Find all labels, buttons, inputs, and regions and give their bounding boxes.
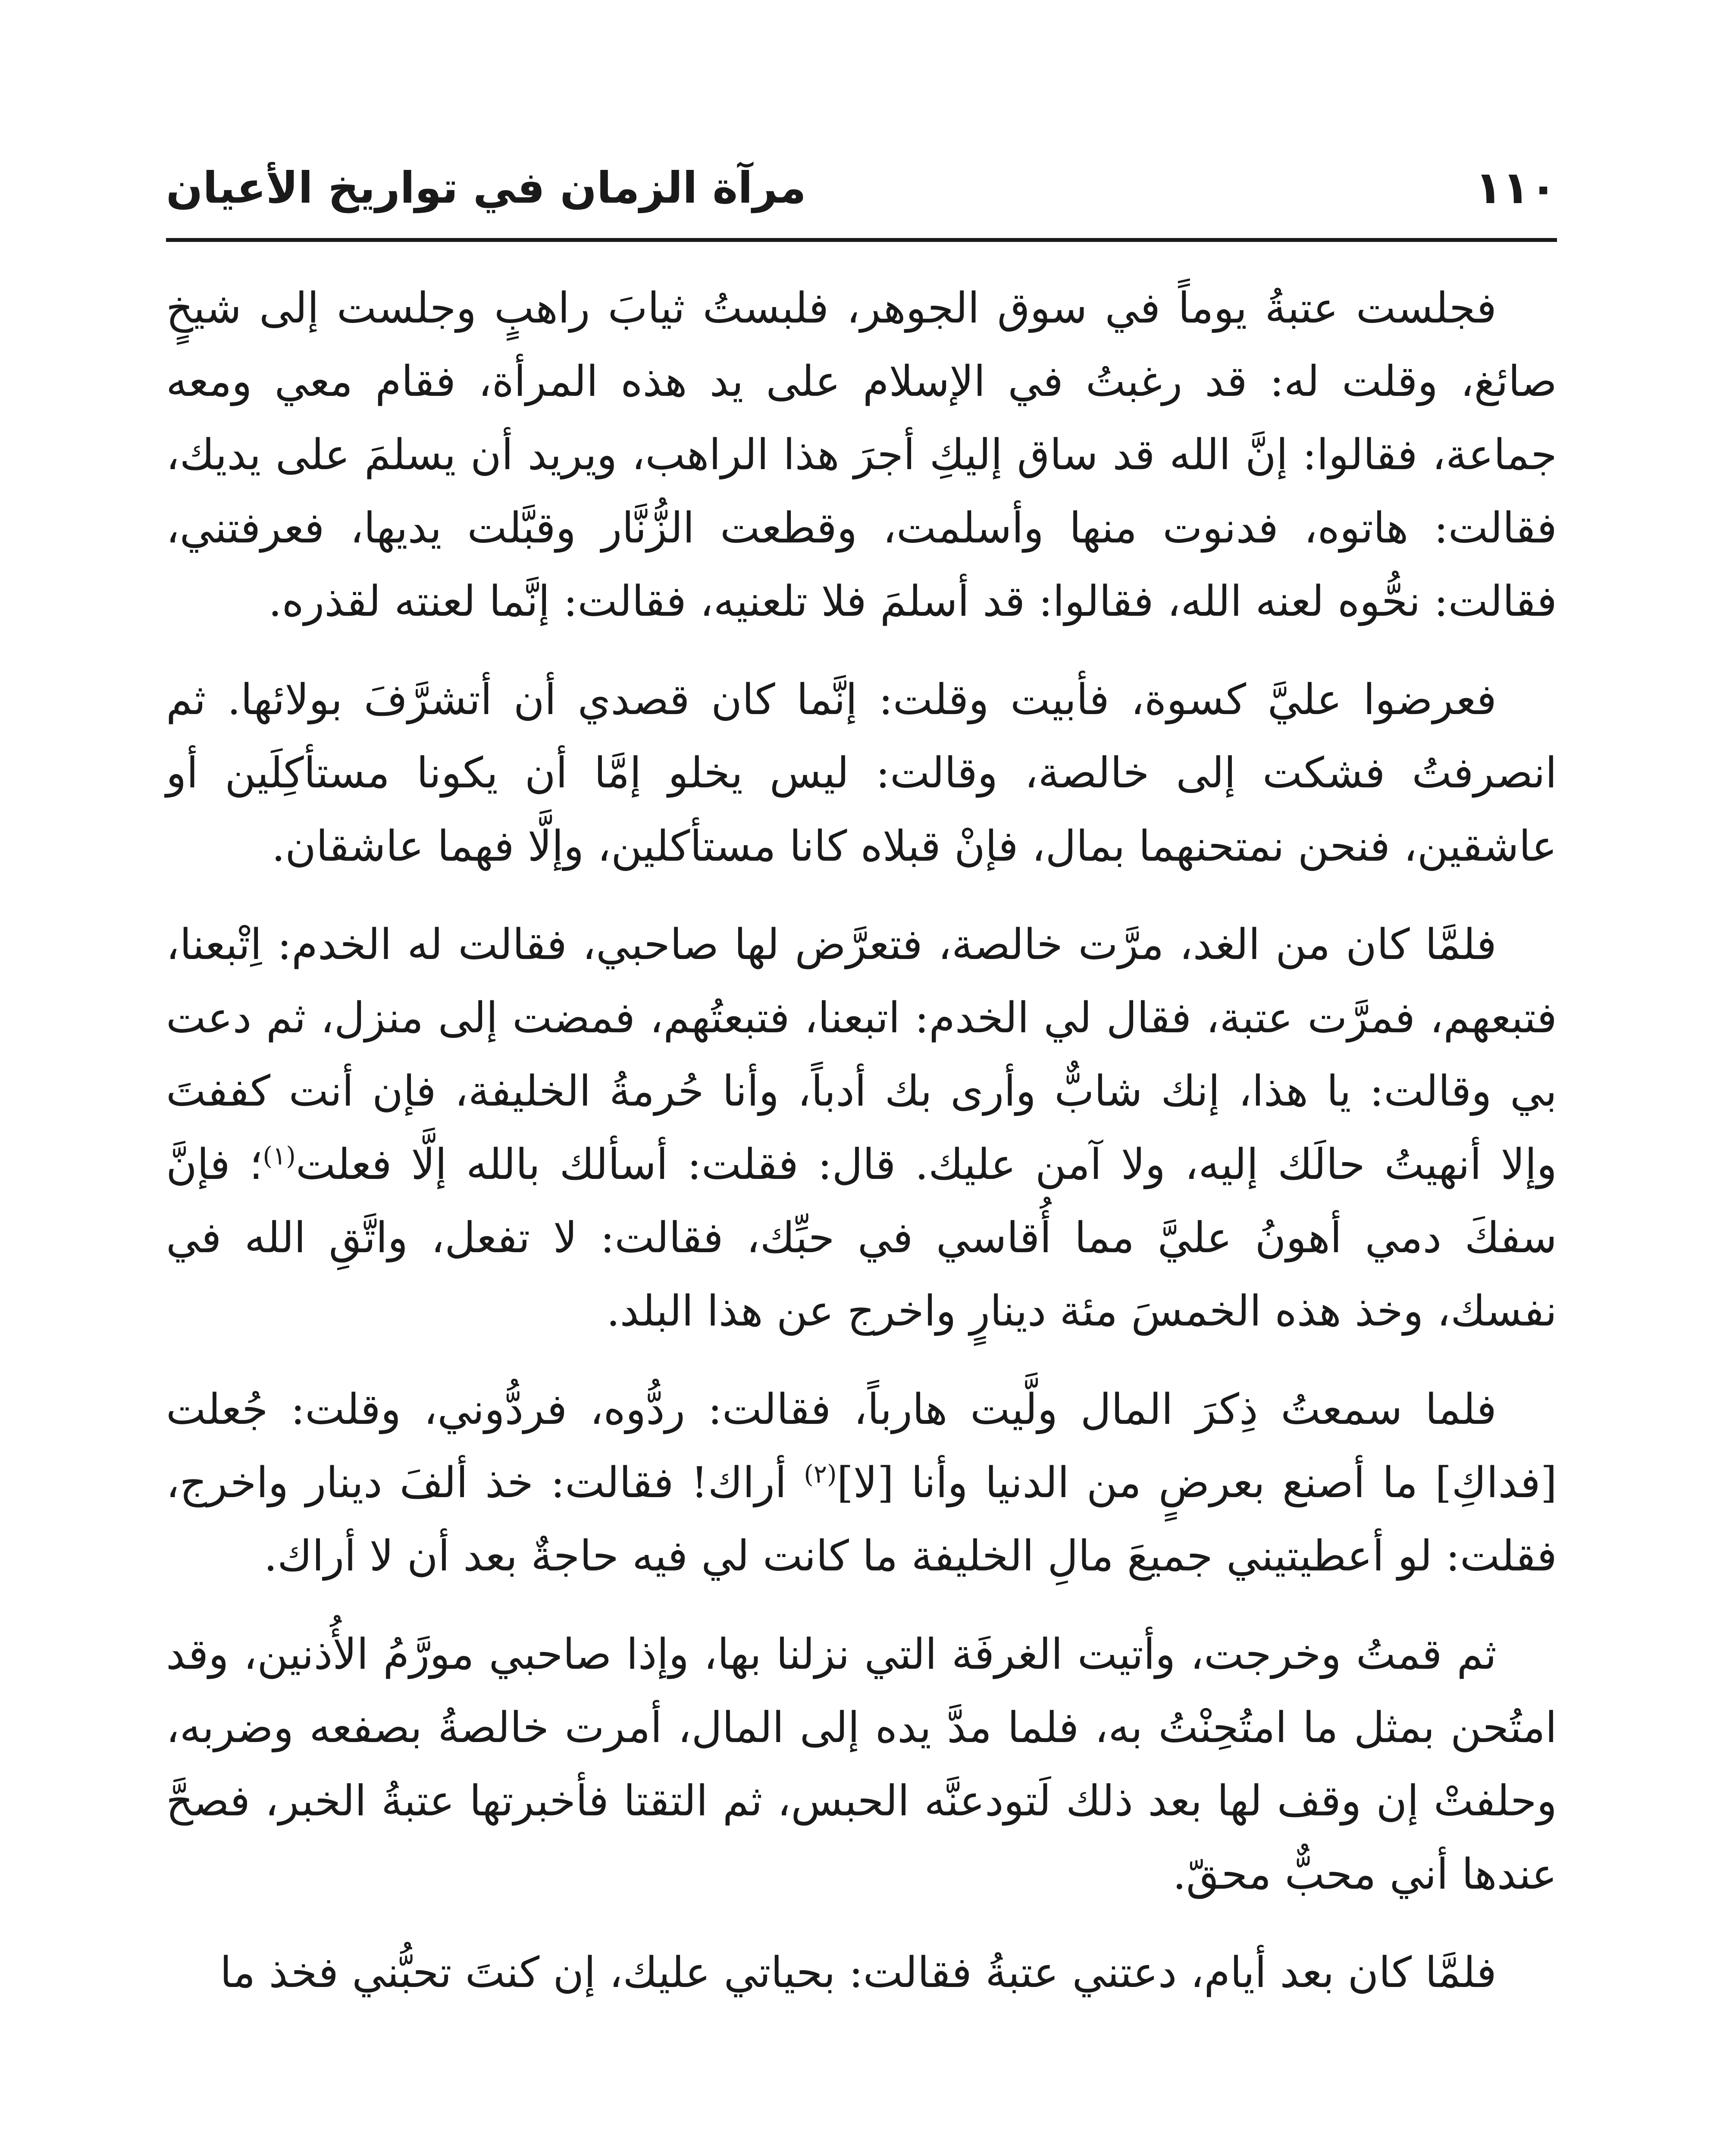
paragraph xyxy=(166,272,1557,638)
paragraph-text: فعرضوا عليَّ كسوة، فأبيت وقلت: إنَّما كان قصدي أن أتشرَّفَ بولائها. ثم انصرفتُ فشكت إلى خالصة، وقالت: ليس يخلو إمَّا أن يكونا مستأكِلَين أو عاشقين، فنحن نمتحنهما بمال، فإنْ قبلاه كانا مستأكلين، وإلَّا فهما عاشقان. xyxy=(166,675,1557,871)
paragraph-text: ؛ فإنَّ سفكَ دمي أهونُ عليَّ مما أُقاسي في حبِّك، فقالت: لا تفعل، واتَّقِ الله في نفسك، وخذ هذه الخمسَ مئة دينارٍ واخرج عن هذا البلد. xyxy=(166,1140,1557,1336)
header-rule xyxy=(166,238,1557,242)
paragraph xyxy=(166,908,1557,1348)
paragraph xyxy=(166,1618,1557,1911)
paragraph xyxy=(166,1373,1557,1593)
paragraph-text: فجلست عتبةُ يوماً في سوق الجوهر، فلبستُ ثيابَ راهبٍ وجلست إلى شيخٍ صائغ، وقلت له: قد رغبتُ في الإسلام على يد هذه المرأة، فقام معي ومعه جماعة، فقالوا: إنَّ الله قد ساق إليكِ أجرَ هذا الراهب، ويريد أن يسلمَ على يديك، فقالت: هاتوه، فدنوت منها وأسلمت، وقطعت الزُّنَّار وقبَّلت يديها، فعرفتني، فقالت: نحُّوه لعنه الله، فقالوا: قد أسلمَ فلا تلعنيه، فقالت: إنَّما لعنته لقذره. xyxy=(166,284,1557,626)
footnote-reference: (٢) xyxy=(804,1459,837,1489)
footnote-reference: (١) xyxy=(263,1141,296,1171)
paragraph-text: فلمَّا كان بعد أيام، دعتني عتبةُ فقالت: بحياتي عليك، إن كنتَ تحبُّني فخذ ما xyxy=(220,1948,1497,1997)
body-text xyxy=(166,272,1557,2034)
page-number: ١١٠ xyxy=(1475,161,1557,214)
paragraph xyxy=(166,1936,1557,2009)
paragraph-text: ثم قمتُ وخرجت، وأتيت الغرفَة التي نزلنا بها، وإذا صاحبي مورَّمُ الأُذنين، وقد امتُحن بمثل ما امتُحِنْتُ به، فلما مدَّ يده إلى المال، أمرت خالصةُ بصفعه وضربه، وحلفتْ إن وقف لها بعد ذلك لَتودعنَّه الحبس، ثم التقتا فأخبرتها عتبةُ الخبر، فصحَّ عندها أني محبٌّ محقّ. xyxy=(166,1630,1557,1899)
paragraph-text: فلمَّا كان من الغد، مرَّت خالصة، فتعرَّض لها صاحبي، فقالت له الخدم: اِتْبعنا، فتبعهم، فمرَّت عتبة، فقال لي الخدم: اتبعنا، فتبعتُهم، فمضت إلى منزل، ثم دعت بي وقالت: يا هذا، إنك شابٌّ وأرى بك أدباً، وأنا حُرمةُ الخليفة، فإن أنت كففتَ وإلا أنهيتُ حالَك إليه، ولا آمن عليك. قال: فقلت: أسألك بالله إلَّا فعلت xyxy=(166,920,1557,1189)
paragraph-text: أراك! فقالت: خذ ألفَ دينار واخرج، فقلت: لو أعطيتيني جميعَ مالِ الخليفة ما كانت لي فيه حاجةٌ بعد أن لا أراك. xyxy=(166,1458,1557,1581)
running-title: مرآة الزمان في تواريخ الأعيان xyxy=(166,162,806,213)
paragraph xyxy=(166,663,1557,883)
paragraph-text: فلما سمعتُ ذِكرَ المال ولَّيت هارباً، فقالت: ردُّوه، فردُّوني، وقلت: جُعلت [فداكِ] ما أصنع بعرضٍ من الدنيا وأنا [لا] xyxy=(166,1385,1557,1507)
page-header xyxy=(166,142,1557,233)
